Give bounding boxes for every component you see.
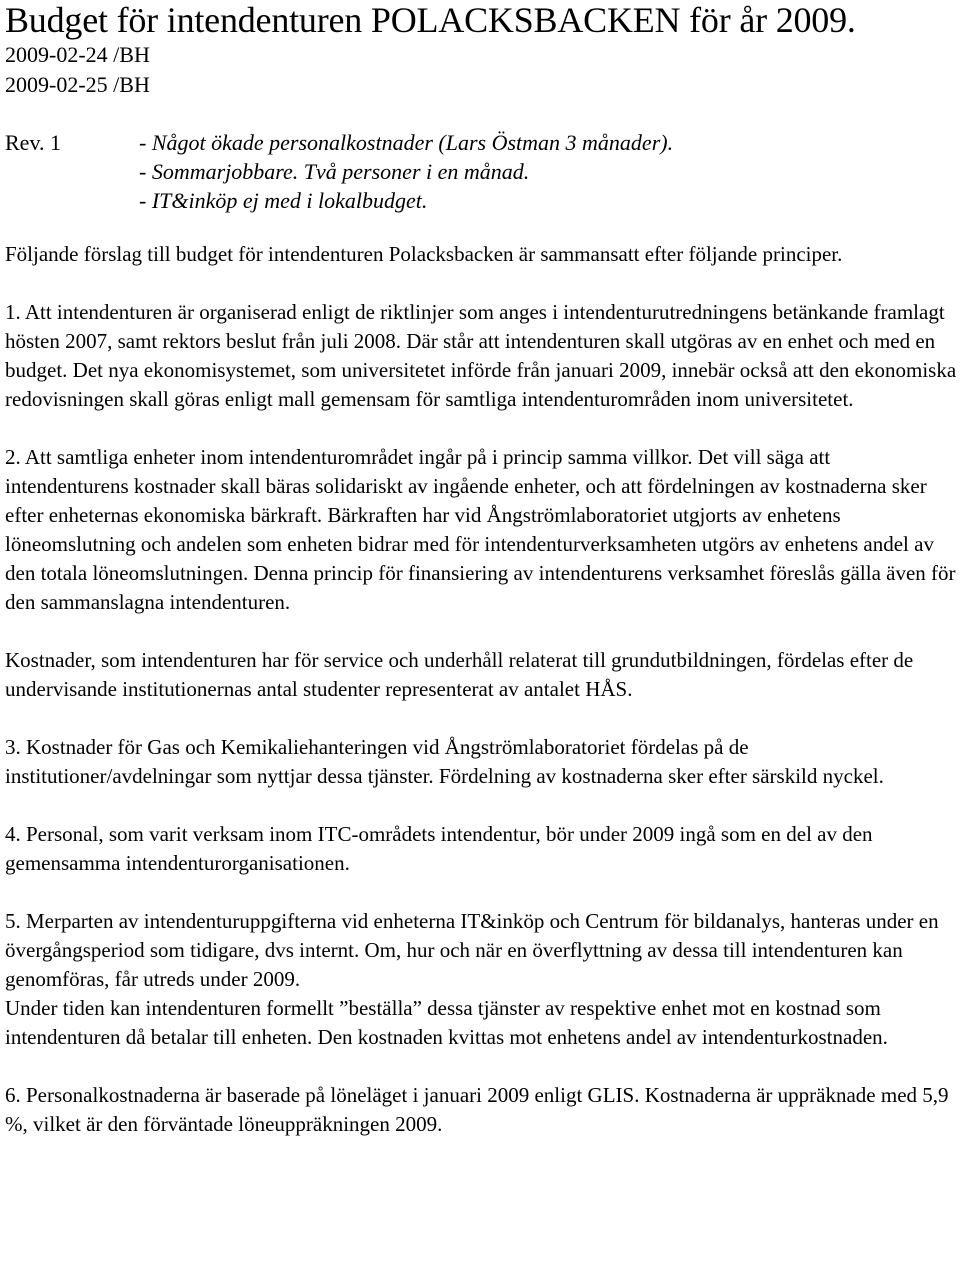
principle-4: 4. Personal, som varit verksam inom ITC-områdets intendentur, bör under 2009 ingå som en del av den gemensamma intendenturorganisationen. bbox=[5, 822, 873, 875]
principle-3: 3. Kostnader för Gas och Kemikaliehanteringen vid Ångströmlaboratoriet fördelas på de institutioner/avdelningar som nyttjar dessa tjänster. Fördelning av kostnaderna sker efter särskild nyckel. bbox=[5, 735, 884, 788]
revision-label: Rev. 1 bbox=[5, 130, 62, 155]
document-title: Budget för intendenturen POLACKSBACKEN för år 2009. bbox=[5, 0, 856, 40]
revision-notes bbox=[5, 128, 957, 215]
principle-6: 6. Personalkostnaderna är baserade på löneläget i januari 2009 enligt GLIS. Kostnaderna är uppräknade med 5,9 %, vilket är den förväntade löneuppräkningen 2009. bbox=[5, 1083, 949, 1136]
revision-items bbox=[139, 128, 957, 215]
principle-1: 1. Att intendenturen är organiserad enligt de riktlinjer som anges i intendenturutredningens betänkande framlagt hösten 2007, samt rektors beslut från juli 2008. Där står att intendenturen skall utgöras av en enhet och med en budget. Det nya ekonomisystemet, som universitetet införde från januari 2009, innebär också att den ekonomiska redovisningen skall göras enligt mall gemensam för samtliga intendenturområden inom universitetet. bbox=[5, 300, 957, 411]
principle-5-interim: Under tiden kan intendenturen formellt ”beställa” dessa tjänster av respektive enhet mot en kostnad som intendenturen då betalar till enheten. Den kostnaden kvittas mot enhetens andel av intendenturkostnaden. bbox=[5, 996, 888, 1049]
revision-date-1: 2009-02-24 /BH bbox=[5, 42, 150, 67]
revision-item: - Sommarjobbare. Två personer i en månad. bbox=[139, 159, 530, 184]
document-page bbox=[5, 0, 957, 1139]
principle-2-cost-allocation: Kostnader, som intendenturen har för service och underhåll relaterat till grundutbildningen, fördelas efter de undervisande institutionernas antal studenter representerat av antalet HÅS. bbox=[5, 648, 914, 701]
revision-item: - IT&inköp ej med i lokalbudget. bbox=[139, 188, 428, 213]
principle-2: 2. Att samtliga enheter inom intendenturområdet ingår på i princip samma villkor. Det vill säga att intendenturens kostnader skall bäras solidariskt av ingående enheter, och att fördelningen av kostnaderna sker efter enheternas ekonomiska bärkraft. Bärkraften har vid Ångströmlaboratoriet utgjorts av enhetens löneomslutning och andelen som enheten bidrar med för intendenturverksamheten utgörs av enhetens andel av den totala löneomslutningen. Denna princip för finansiering av intendenturens verksamhet föreslås gälla även för den sammanslagna intendenturen. bbox=[5, 445, 956, 614]
revision-item: - Något ökade personalkostnader (Lars Östman 3 månader). bbox=[139, 130, 674, 155]
revision-date-2: 2009-02-25 /BH bbox=[5, 72, 150, 97]
intro-paragraph: Följande förslag till budget för intendenturen Polacksbacken är sammansatt efter följande principer. bbox=[5, 242, 843, 266]
principle-5: 5. Merparten av intendenturuppgifterna vid enheterna IT&inköp och Centrum för bildanalys, hanteras under en övergångsperiod som tidigare, dvs internt. Om, hur och när en överflyttning av dessa till intendenturen kan genomföras, får utreds under 2009. bbox=[5, 909, 939, 991]
